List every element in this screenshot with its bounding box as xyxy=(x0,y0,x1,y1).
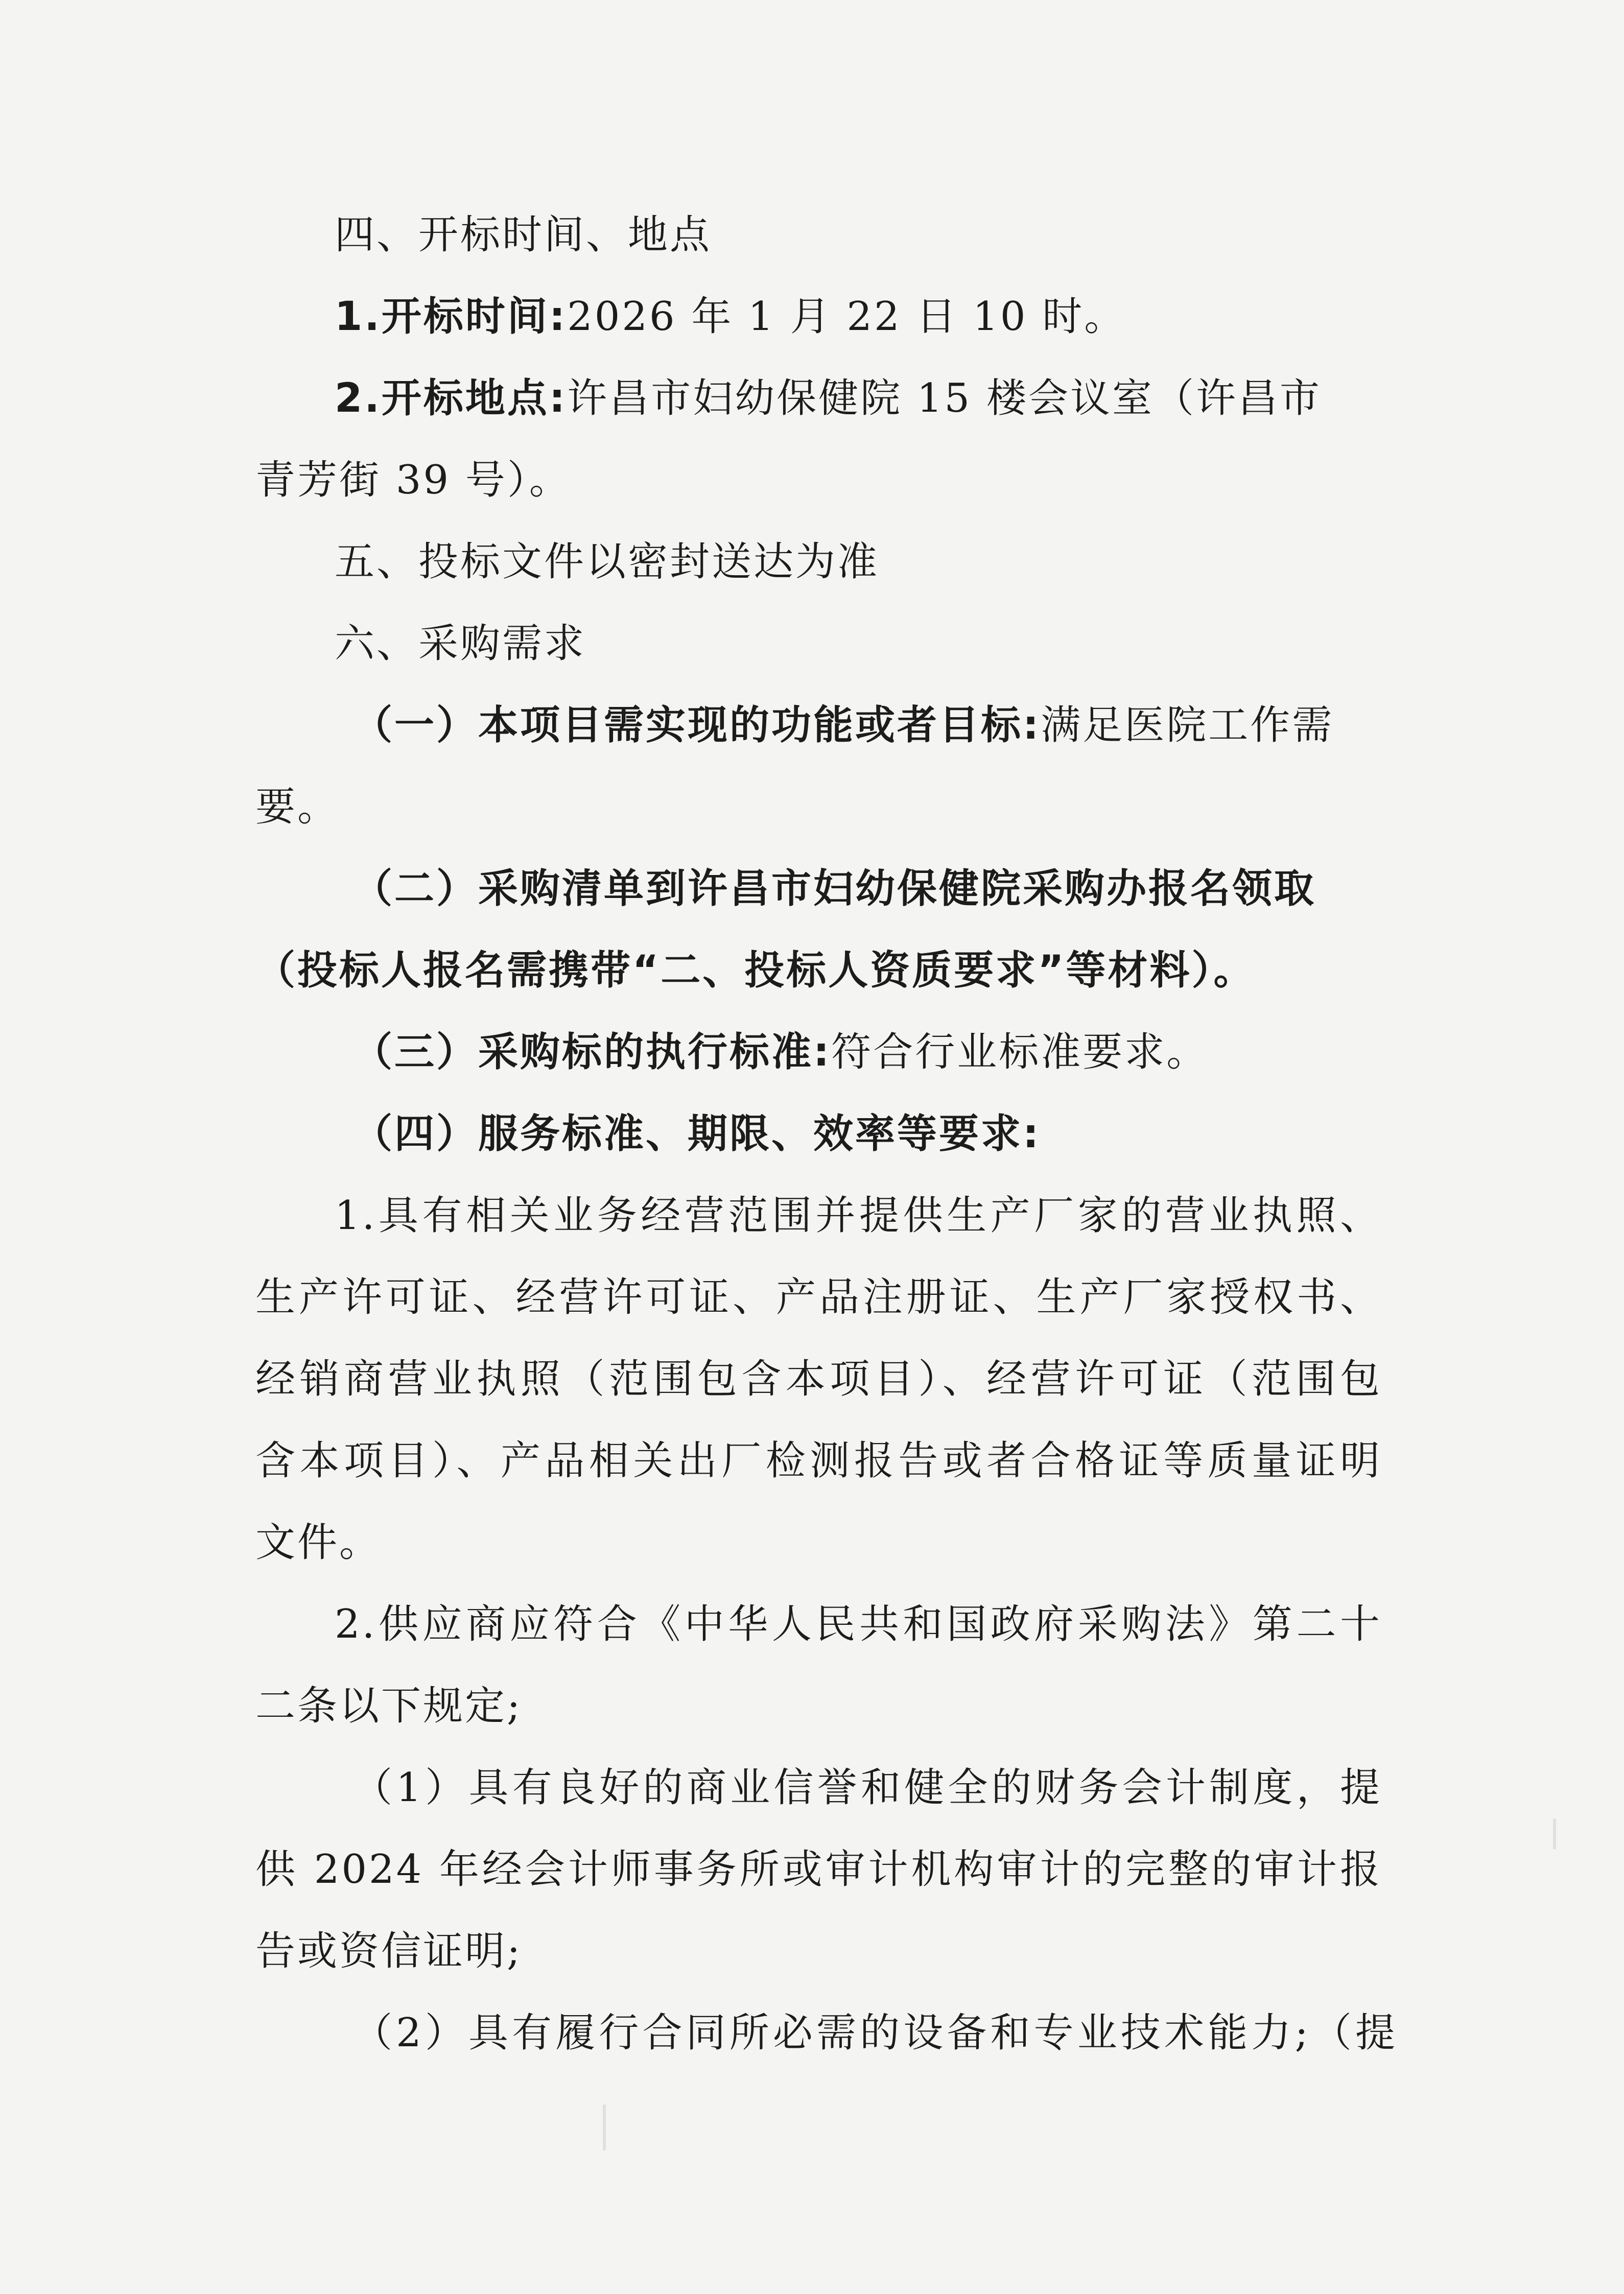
requirement-item-3 xyxy=(352,1027,1208,1078)
paragraph-line: 经销商营业执照（范围包含本项目）、经营许可证（范围包 xyxy=(255,1356,1382,1402)
paragraph-line: 告或资信证明; xyxy=(255,1928,523,1974)
section-heading-requirements: 六、采购需求 xyxy=(335,621,586,667)
paragraph-line: 1.具有相关业务经营范围并提供生产厂家的营业执照、 xyxy=(335,1193,1382,1239)
paragraph-line: （2）具有履行合同所必需的设备和专业技术能力;（提 xyxy=(352,2010,1397,2056)
requirement-item-2-cont: （投标人报名需携带“二、投标人资质要求”等材料）。 xyxy=(255,948,1256,994)
opening-place xyxy=(335,373,1322,424)
paragraph-line: 青芳街 39 号）。 xyxy=(255,457,571,503)
paragraph-line: 二条以下规定; xyxy=(255,1683,523,1729)
requirement-item-3-label: （三）采购标的执行标准: xyxy=(352,1029,832,1075)
paragraph-line: 供 2024 年经会计师事务所或审计机构审计的完整的审计报 xyxy=(255,1847,1382,1893)
paragraph-line: （1）具有良好的商业信誉和健全的财务会计制度，提 xyxy=(352,1765,1382,1811)
requirement-item-1 xyxy=(352,700,1334,751)
scan-speck xyxy=(1553,1818,1556,1849)
paragraph-line: 生产许可证、经营许可证、产品注册证、生产厂家授权书、 xyxy=(255,1274,1382,1320)
requirement-item-2: （二）采购清单到许昌市妇幼保健院采购办报名领取 xyxy=(352,866,1316,912)
section-heading-opening: 四、开标时间、地点 xyxy=(335,212,712,258)
paragraph-line: 2.供应商应符合《中华人民共和国政府采购法》第二十 xyxy=(335,1601,1382,1647)
opening-place-label: 2.开标地点: xyxy=(335,375,568,421)
opening-place-value: 许昌市妇幼保健院 15 楼会议室（许昌市 xyxy=(567,375,1322,421)
opening-time-value: 2026 年 1 月 22 日 10 时。 xyxy=(567,294,1126,340)
scan-speck xyxy=(603,2104,606,2150)
requirement-item-1-label: （一）本项目需实现的功能或者目标: xyxy=(352,702,1041,748)
requirement-item-3-value: 符合行业标准要求。 xyxy=(831,1029,1209,1075)
opening-time xyxy=(335,291,1126,342)
paragraph-line: 文件。 xyxy=(255,1520,382,1566)
requirement-item-1-value: 满足医院工作需 xyxy=(1041,702,1334,748)
opening-time-label: 1.开标时间: xyxy=(335,294,568,340)
section-heading-bid-docs: 五、投标文件以密封送达为准 xyxy=(335,539,880,585)
paragraph-line: 含本项目）、产品相关出厂检测报告或者合格证等质量证明 xyxy=(255,1438,1382,1484)
paragraph-line: 要。 xyxy=(255,784,340,830)
requirement-item-4: （四）服务标准、期限、效率等要求: xyxy=(352,1111,1041,1157)
